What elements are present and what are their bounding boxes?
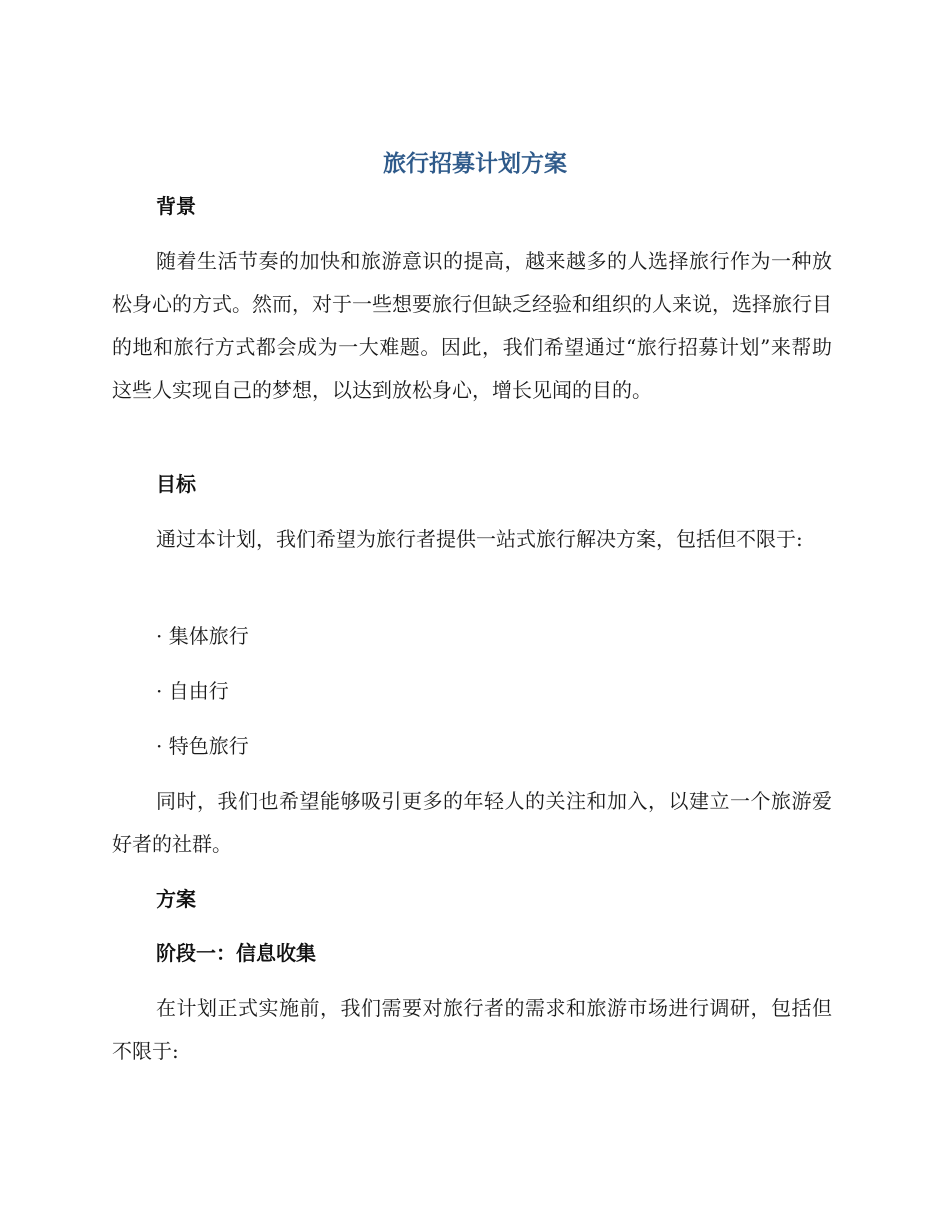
goal-intro-paragraph: 通过本计划，我们希望为旅行者提供一站式旅行解决方案，包括但不限于: bbox=[156, 527, 803, 551]
goal-list-item: · 集体旅行 bbox=[156, 624, 249, 648]
section-heading-background: 背景 bbox=[156, 194, 196, 218]
goal-list-item: · 自由行 bbox=[156, 679, 229, 703]
section-heading-goal: 目标 bbox=[156, 472, 196, 496]
goal-list-item: · 特色旅行 bbox=[156, 734, 249, 758]
phase1-paragraph: 在计划正式实施前，我们需要对旅行者的需求和旅游市场进行调研，包括但不限于: bbox=[112, 996, 832, 1063]
subsection-heading-phase1: 阶段一：信息收集 bbox=[156, 941, 316, 965]
section-heading-plan: 方案 bbox=[156, 887, 196, 911]
goal-closing-paragraph: 同时，我们也希望能够吸引更多的年轻人的关注和加入，以建立一个旅游爱好者的社群。 bbox=[112, 789, 832, 856]
document-title: 旅行招募计划方案 bbox=[383, 151, 567, 177]
background-paragraph: 随着生活节奏的加快和旅游意识的提高，越来越多的人选择旅行作为一种放松身心的方式。然而，对于一些想要旅行但缺乏经验和组织的人来说，选择旅行目的地和旅行方式都会成为一大难题。因此，我们希望通过“旅行招募计划”来帮助这些人实现自己的梦想，以达到放松身心，增长见闻的目的。 bbox=[112, 249, 832, 402]
